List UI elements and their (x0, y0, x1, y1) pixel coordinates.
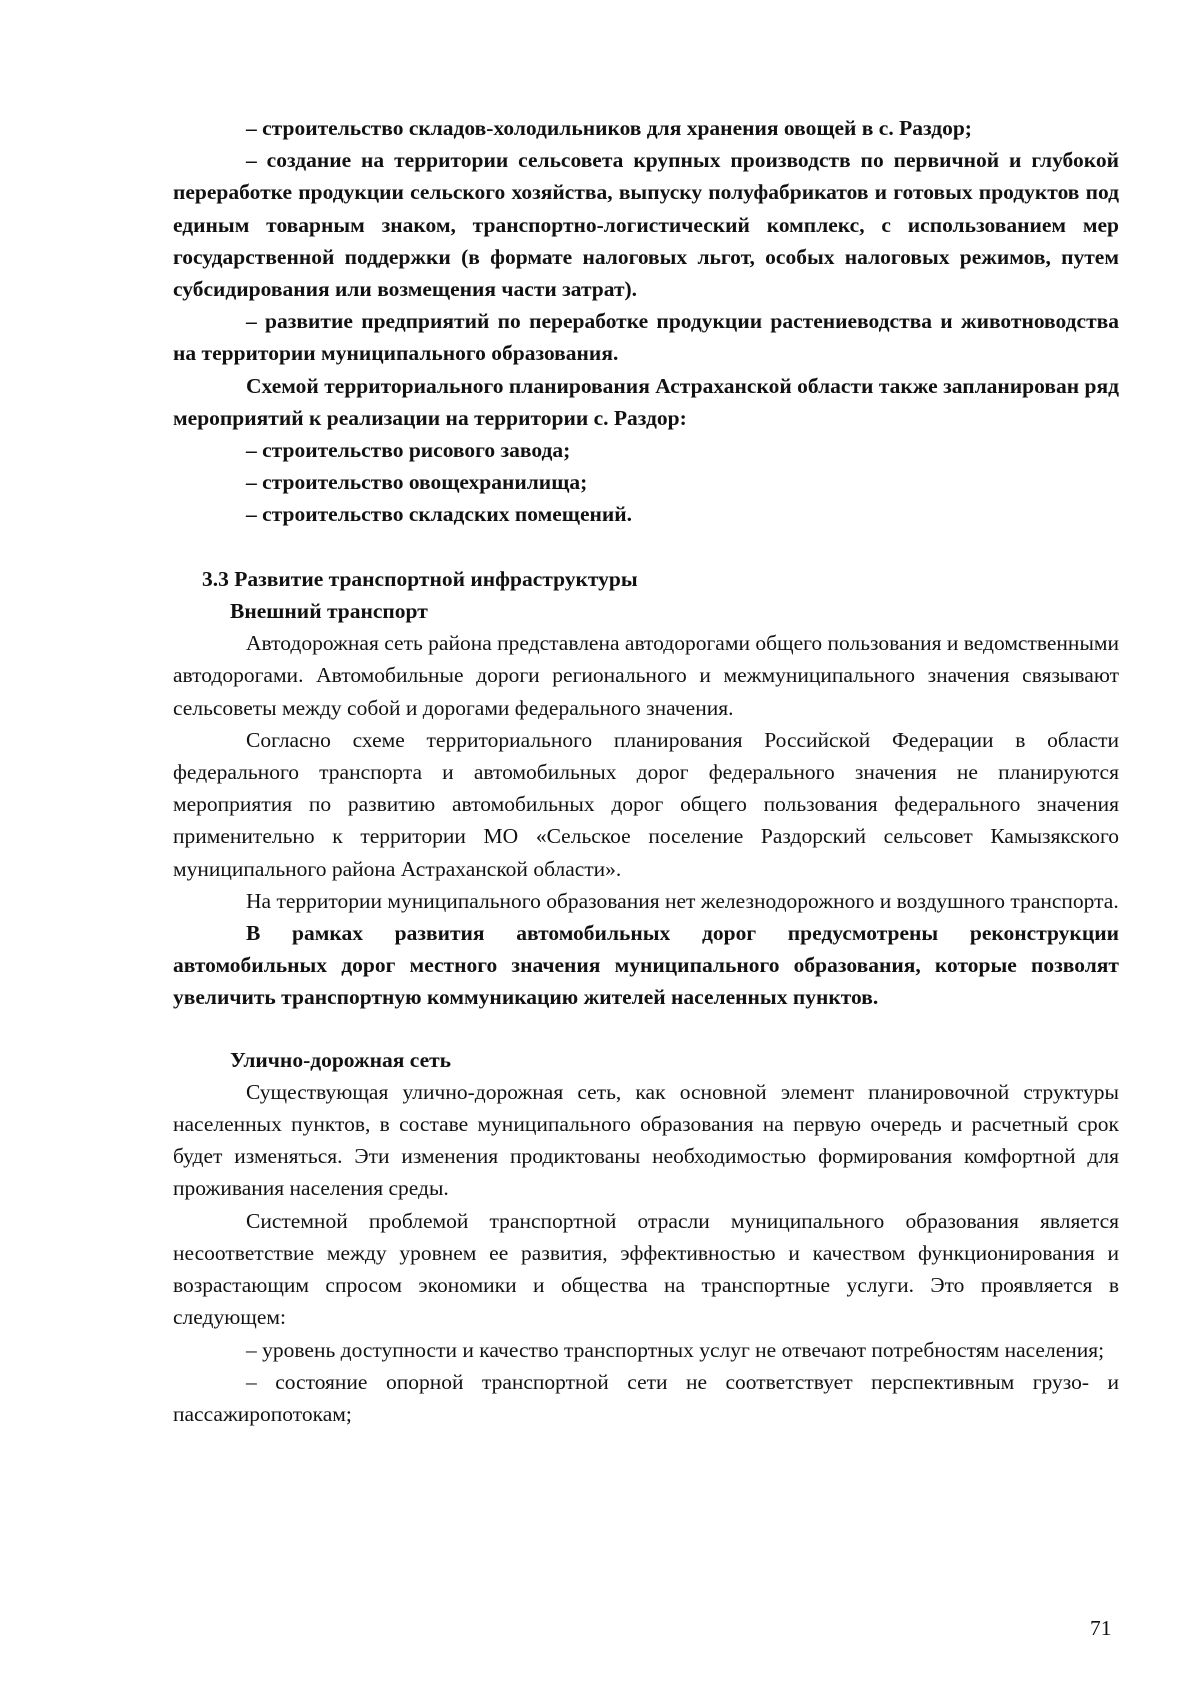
subsection-street-network: Улично-дорожная сеть (230, 1047, 452, 1072)
territorial-planning-paragraph: Схемой территориального планирования Астраханской области также запланирован ряд мероприятий к реализации на территории с. Раздор: (173, 373, 1119, 430)
bullet-enterprise-development: – развитие предприятий по переработке продукции растениеводства и животноводства на территории муниципального образования. (173, 309, 1119, 366)
bullet-vegetable-storage: – строительство овощехранилища; (246, 470, 588, 495)
external-paragraph-2: Согласно схеме территориального планирования Российской Федерации в области федерального транспорта и автомобильных дорог федерального значения не планируются мероприятия по развитию автомобильных дорог общего пользования федерального значения применительно к территории МО «Сельское поселение Раздорский сельсовет Камызякского муниципального района Астраханской области». (173, 727, 1119, 881)
bullet-cold-storage: – строительство складов-холодильников для хранения овощей в с. Раздор; (246, 116, 972, 140)
spacer (173, 1014, 1119, 1044)
subsection-external-transport: Внешний транспорт (230, 599, 428, 624)
spacer (173, 531, 1119, 563)
street-bullet-1: – уровень доступности и качество транспортных услуг не отвечают потребностям населения; (246, 1337, 1105, 1362)
external-paragraph-1: Автодорожная сеть района представлена автодорогами общего пользования и ведомственными автодорогами. Автомобильные дороги регионального и межмуниципального значения связывают сельсоветы между собой и дорогами федерального значения. (173, 631, 1119, 720)
bullet-warehouses: – строительство складских помещений. (246, 502, 633, 527)
street-paragraph-1: Существующая улично-дорожная сеть, как основной элемент планировочной структуры населенных пунктов, в составе муниципального образования на первую очередь и расчетный срок будет изменяться. Эти изменения продиктованы необходимостью формирования комфортной для проживания населения среды. (173, 1079, 1119, 1201)
street-bullet-2: – состояние опорной транспортной сети не соответствует перспективным грузо- и пассажиропотокам; (173, 1369, 1119, 1426)
external-paragraph-4: В рамках развития автомобильных дорог предусмотрены реконструкции автомобильных дорог местного значения муниципального образования, которые позволят увеличить транспортную коммуникацию жителей населенных пунктов. (173, 921, 1119, 1010)
bullet-rice-plant: – строительство рисового завода; (246, 438, 571, 463)
section-title: 3.3 Развитие транспортной инфраструктуры (202, 566, 638, 591)
bullet-processing-plants: – создание на территории сельсовета крупных производств по первичной и глубокой переработке продукции сельского хозяйства, выпуску полуфабрикатов и готовых продуктов под единым товарным знаком, транспортно-логистический комплекс, с использованием мер государственной поддержки (в формате налоговых льгот, особых налоговых режимов, путем субсидирования или возмещения части затрат). (173, 148, 1119, 302)
street-paragraph-2: Системной проблемой транспортной отрасли муниципального образования является несоответствие между уровнем ее развития, эффективностью и качеством функционирования и возрастающим спросом экономики и общества на транспортные услуги. Это проявляется в следующем: (173, 1208, 1119, 1330)
document-page (173, 112, 1119, 1430)
external-paragraph-3: На территории муниципального образования нет железнодорожного и воздушного транспорта. (246, 888, 1119, 913)
page-number: 71 (1090, 1616, 1112, 1640)
